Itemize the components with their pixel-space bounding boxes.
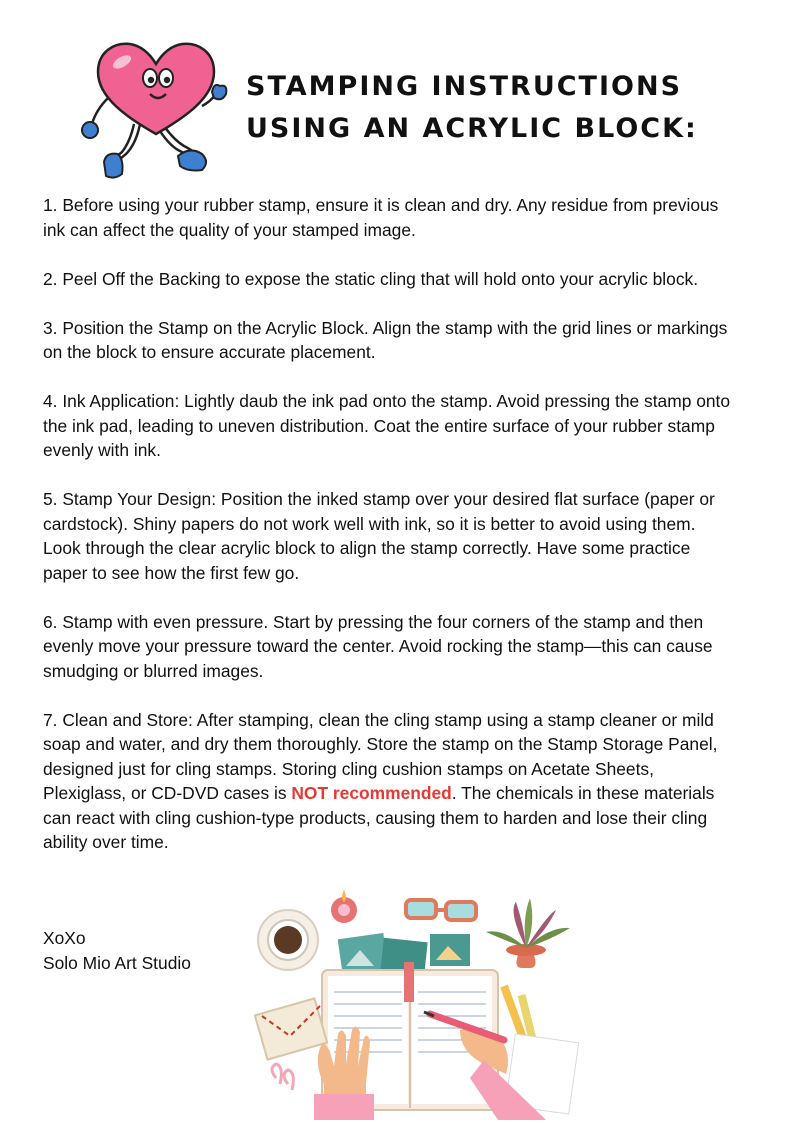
desk-crafting-illustration	[254, 888, 584, 1120]
instruction-step-5: 5. Stamp Your Design: Position the inked stamp over your desired flat surface (paper or cardstock). Shiny papers do not work well with ink, so it is better to avoid using them. Look through the clear acrylic block to align the stamp correctly. Have some practice paper to see how the first few go.	[43, 489, 715, 583]
instruction-step-7	[43, 708, 733, 855]
heart-mascot-illustration	[78, 36, 234, 186]
signoff	[43, 926, 191, 975]
step-7-text-end: . The chemicals in these materials can react with cling cushion-type products, causing them to harden and lose their cling ability over time.	[43, 783, 715, 852]
signoff-greeting: XoXo	[43, 928, 86, 948]
instruction-step-1: 1. Before using your rubber stamp, ensure it is clean and dry. Any residue from previous ink can affect the quality of your stamped image.	[43, 195, 719, 240]
instruction-step-4: 4. Ink Application: Lightly daub the ink pad onto the stamp. Avoid pressing the stamp onto the ink pad, leading to uneven distribution. Coat the entire surface of your rubber stamp evenly with ink.	[43, 391, 731, 460]
signoff-studio-name: Solo Mio Art Studio	[43, 952, 191, 973]
title-line-1: STAMPING INSTRUCTIONS	[246, 71, 683, 102]
step-7-text: 7. Clean and Store: After stamping, clean the cling stamp using a stamp cleaner or mild soap and water, and dry them thoroughly. Store the stamp on the Stamp Storage Panel, designed just for cling stamps. Storing cling cushion stamps on Acetate Sheets, Plexiglass, or CD-DVD cases is	[43, 709, 718, 803]
instruction-step-3: 3. Position the Stamp on the Acrylic Block. Align the stamp with the grid lines or markings on the block to ensure accurate placement.	[43, 317, 728, 362]
instruction-step-6: 6. Stamp with even pressure. Start by pressing the four corners of the stamp and then evenly move your pressure toward the center. Avoid rocking the stamp—this can cause smudging or blurred images.	[43, 611, 713, 681]
title-line-2: USING AN ACRYLIC BLOCK:	[246, 113, 698, 144]
instruction-step-2: 2. Peel Off the Backing to expose the static cling that will hold onto your acrylic block.	[43, 268, 699, 289]
instructions-list	[43, 193, 733, 879]
not-recommended-emphasis: NOT recommended	[291, 783, 452, 803]
page-title	[246, 66, 766, 150]
